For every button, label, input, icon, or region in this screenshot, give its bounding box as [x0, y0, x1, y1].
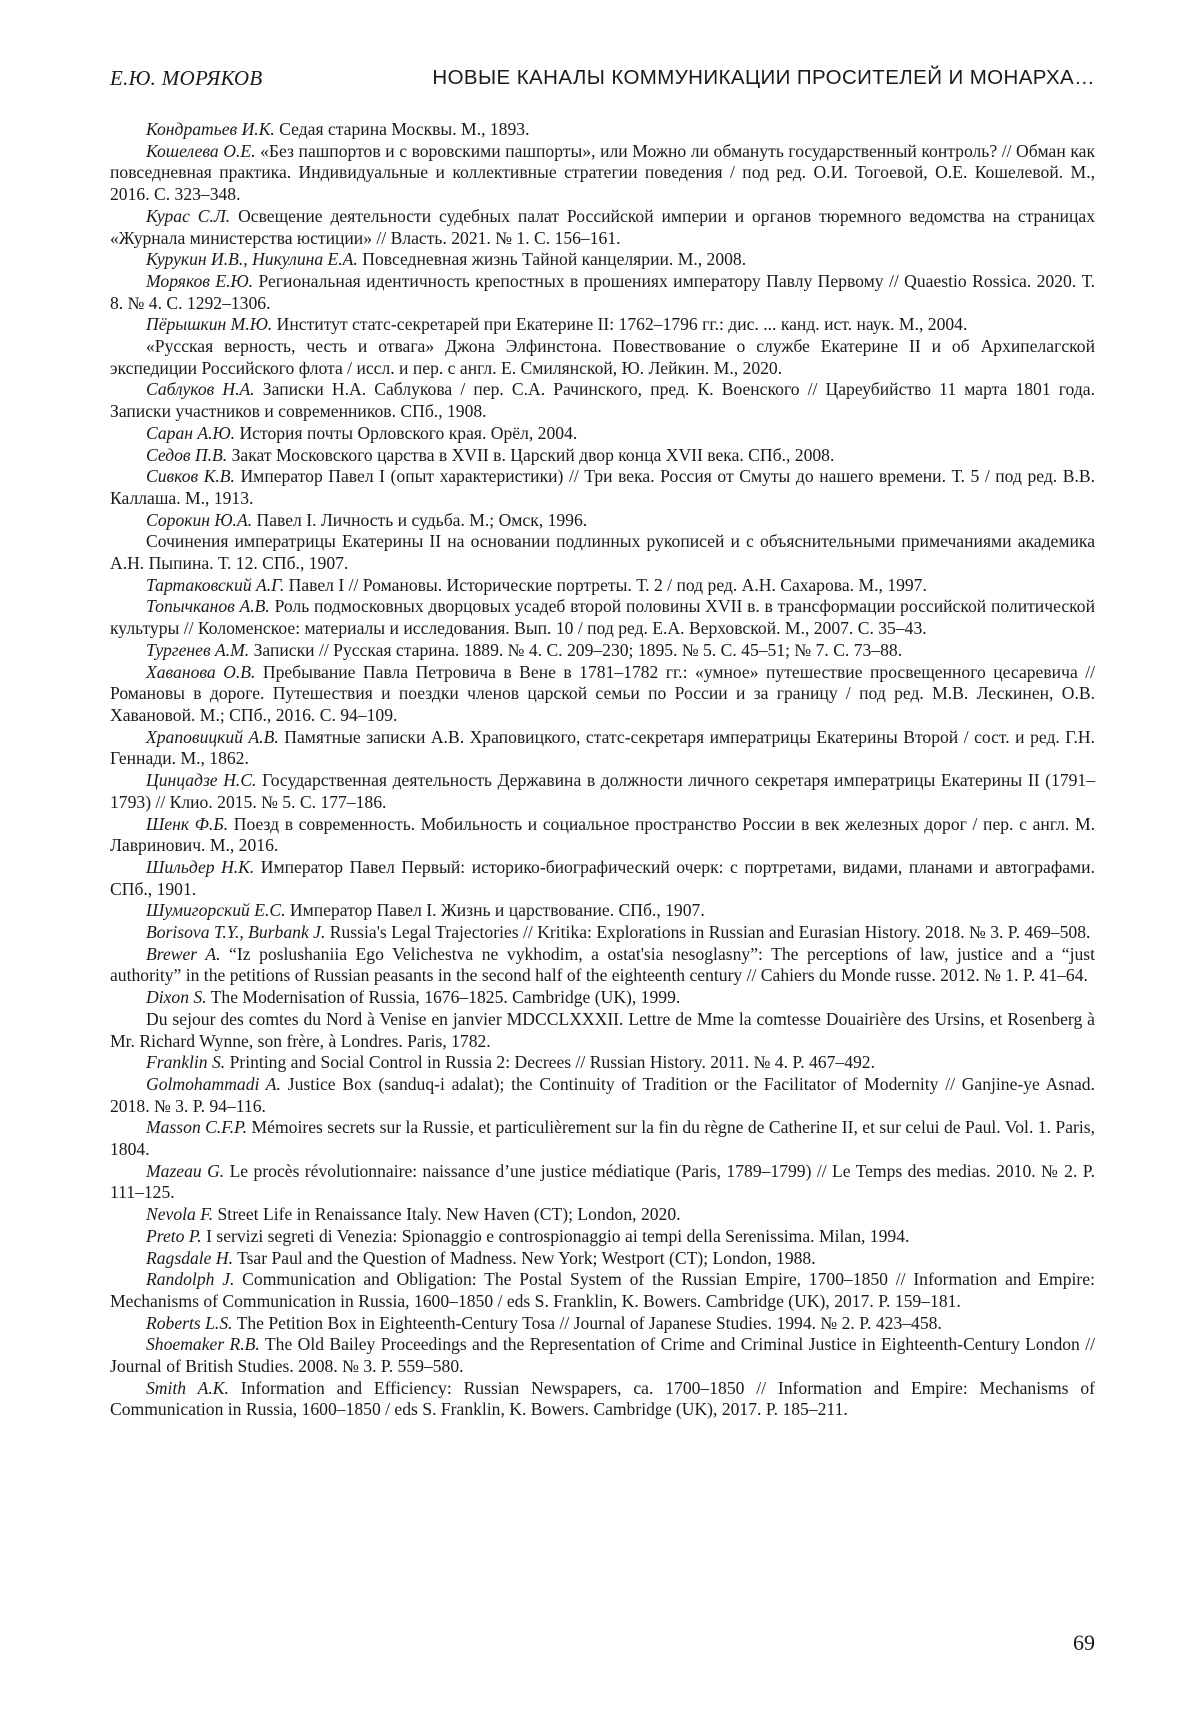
reference-text: Региональная идентичность крепостных в прошениях императору Павлу Первому // Quaestio Rossica. 2020. Т. 8. № 4. С. 1292–1306.: [110, 271, 1095, 313]
reference-text: Communication and Obligation: The Postal System of the Russian Empire, 1700–1850 // Information and Empire: Mechanisms of Communication in Russia, 1600–1850 / eds S. Franklin, K. Bowers. Cambridge (UK), 2017. P. 159–181.: [110, 1269, 1095, 1311]
reference-entry: [110, 944, 1095, 987]
reference-text: История почты Орловского края. Орёл, 2004.: [235, 423, 577, 443]
reference-entry: [110, 640, 1095, 662]
reference-text: Justice Box (sanduq-i adalat); the Continuity of Tradition or the Facilitator of Modernity // Ganjine-ye Asnad. 2018. № 3. P. 94–116.: [110, 1074, 1095, 1116]
reference-author: Borisova T.Y., Burbank J.: [146, 922, 325, 942]
reference-text: Император Павел Первый: историко-биографический очерк: с портретами, видами, планами и автографами. СПб., 1901.: [110, 857, 1095, 899]
reference-entry: [110, 510, 1095, 532]
reference-text: Записки Н.А. Саблукова / пер. С.А. Рачинского, пред. К. Военского // Цареубийство 11 марта 1801 года. Записки участников и современников. СПб., 1908.: [110, 379, 1095, 421]
reference-author: Кошелева О.Е.: [146, 141, 256, 161]
reference-author: Nevola F.: [146, 1204, 213, 1224]
reference-text: Институт статс-секретарей при Екатерине II: 1762–1796 гг.: дис. ... канд. ист. наук. М., 2004.: [272, 314, 967, 334]
reference-entry: [110, 1313, 1095, 1335]
reference-entry: [110, 596, 1095, 639]
reference-entry: [110, 249, 1095, 271]
reference-author: Кондратьев И.К.: [146, 119, 275, 139]
reference-author: Храповицкий А.В.: [146, 727, 279, 747]
reference-text: Сочинения императрицы Екатерины II на основании подлинных рукописей и с объяснительными примечаниями академика А.Н. Пыпина. Т. 12. СПб., 1907.: [110, 531, 1095, 573]
reference-entry: [110, 271, 1095, 314]
reference-author: Ragsdale H.: [146, 1248, 233, 1268]
reference-entry: [110, 206, 1095, 249]
reference-entry: [110, 662, 1095, 727]
reference-author: Саран А.Ю.: [146, 423, 235, 443]
reference-entry: [110, 1334, 1095, 1377]
reference-text: I servizi segreti di Venezia: Spionaggio e controspionaggio ai tempi della Serenissima. Milan, 1994.: [202, 1226, 910, 1246]
reference-text: Le procès révolutionnaire: naissance d’une justice médiatique (Paris, 1789–1799) // Le Temps des medias. 2010. № 2. P. 111–125.: [110, 1161, 1095, 1203]
reference-entry: [110, 900, 1095, 922]
reference-text: Павел I // Романовы. Исторические портреты. Т. 2 / под ред. А.Н. Сахарова. М., 1997.: [284, 575, 927, 595]
reference-entry: [110, 770, 1095, 813]
reference-text: Записки // Русская старина. 1889. № 4. С. 209–230; 1895. № 5. С. 45–51; № 7. С. 73–88.: [249, 640, 902, 660]
reference-entry: [110, 1378, 1095, 1421]
reference-entry: [110, 1117, 1095, 1160]
reference-entry: [110, 987, 1095, 1009]
reference-text: The Old Bailey Proceedings and the Representation of Crime and Criminal Justice in Eighteenth-Century London // Journal of British Studies. 2008. № 3. P. 559–580.: [110, 1334, 1095, 1376]
reference-author: Сивков К.В.: [146, 466, 235, 486]
reference-author: Сорокин Ю.А.: [146, 510, 252, 530]
reference-text: Повседневная жизнь Тайной канцелярии. М., 2008.: [358, 249, 746, 269]
reference-text: Tsar Paul and the Question of Madness. New York; Westport (CT); London, 1988.: [233, 1248, 816, 1268]
reference-text: Printing and Social Control in Russia 2: Decrees // Russian History. 2011. № 4. P. 467–492.: [225, 1052, 875, 1072]
reference-author: Brewer A.: [146, 944, 221, 964]
reference-entry: [110, 466, 1095, 509]
reference-text: Седая старина Москвы. М., 1893.: [275, 119, 530, 139]
reference-entry: [110, 531, 1095, 574]
reference-text: Император Павел I. Жизнь и царствование. СПб., 1907.: [286, 900, 705, 920]
reference-entry: [110, 922, 1095, 944]
reference-text: Street Life in Renaissance Italy. New Haven (CT); London, 2020.: [213, 1204, 680, 1224]
reference-text: Пребывание Павла Петровича в Вене в 1781–1782 гг.: «умное» путешествие просвещенного цесаревича // Романовы в дороге. Путешествия и поездки членов царской семьи по России и за границу / под ред. М.В. Лескинен, О.В. Хавановой. М.; СПб., 2016. С. 94–109.: [110, 662, 1095, 725]
reference-author: Курукин И.В., Никулина Е.А.: [146, 249, 358, 269]
reference-text: Закат Московского царства в XVII в. Царский двор конца XVII века. СПб., 2008.: [227, 445, 834, 465]
reference-author: Саблуков Н.А.: [146, 379, 255, 399]
reference-entry: [110, 379, 1095, 422]
reference-entry: [110, 1204, 1095, 1226]
reference-author: Mazeau G.: [146, 1161, 224, 1181]
reference-author: Пёрышкин М.Ю.: [146, 314, 272, 334]
reference-author: Shoemaker R.B.: [146, 1334, 260, 1354]
reference-author: Седов П.В.: [146, 445, 227, 465]
reference-entry: [110, 1009, 1095, 1052]
reference-text: Du sejour des comtes du Nord à Venise en janvier MDCCLXXXII. Lettre de Mme la comtesse Douairière des Ursins, et Rosenberg à Mr. Richard Wynne, son frère, à Londres. Paris, 1782.: [110, 1009, 1095, 1051]
reference-text: «Без пашпортов и с воровскими пашпорты», или Можно ли обмануть государственный контроль? // Обман как повседневная практика. Индивидуальные и коллективные стратегии поведения / под ред. О.И. Тогоевой, О.Е. Кошелевой. М., 2016. С. 323–348.: [110, 141, 1095, 204]
reference-author: Хаванова О.В.: [146, 662, 255, 682]
reference-author: Тартаковский А.Г.: [146, 575, 284, 595]
reference-entry: [110, 1248, 1095, 1270]
reference-entry: [110, 814, 1095, 857]
reference-text: Государственная деятельность Державина в должности личного секретаря императрицы Екатерины II (1791–1793) // Клио. 2015. № 5. С. 177–186.: [110, 770, 1095, 812]
reference-text: Поезд в современность. Мобильность и социальное пространство России в век железных дорог / пер. с англ. М. Лавринович. М., 2016.: [110, 814, 1095, 856]
reference-author: Шумигорский Е.С.: [146, 900, 286, 920]
reference-author: Golmohammadi A.: [146, 1074, 281, 1094]
reference-entry: [110, 1074, 1095, 1117]
reference-author: Моряков Е.Ю.: [146, 271, 253, 291]
reference-text: Павел I. Личность и судьба. М.; Омск, 1996.: [252, 510, 587, 530]
header-title: НОВЫЕ КАНАЛЫ КОММУНИКАЦИИ ПРОСИТЕЛЕЙ И МОНАРХА…: [432, 66, 1095, 90]
reference-author: Шильдер Н.К.: [146, 857, 254, 877]
reference-text: “Iz poslushaniia Ego Velichestva ne vykhodim, a ostat'sia nesoglasny”: The perceptions of law, justice and a “just authority” in the petitions of Russian peasants in the second half of the eighteenth century // Cahiers du Monde russe. 2012. № 1. P. 41–64.: [110, 944, 1095, 986]
reference-author: Randolph J.: [146, 1269, 234, 1289]
reference-entry: [110, 1226, 1095, 1248]
reference-author: Тургенев А.М.: [146, 640, 249, 660]
reference-text: The Modernisation of Russia, 1676–1825. Cambridge (UK), 1999.: [207, 987, 681, 1007]
reference-text: Mémoires secrets sur la Russie, et particulièrement sur la fin du règne de Catherine II, et sur celui de Paul. Vol. 1. Paris, 1804.: [110, 1117, 1095, 1159]
reference-author: Dixon S.: [146, 987, 207, 1007]
reference-text: Памятные записки А.В. Храповицкого, статс-секретаря императрицы Екатерины Второй / сост. и ред. Г.Н. Геннади. М., 1862.: [110, 727, 1095, 769]
reference-entry: [110, 857, 1095, 900]
reference-author: Roberts L.S.: [146, 1313, 233, 1333]
reference-entry: [110, 445, 1095, 467]
reference-entry: [110, 336, 1095, 379]
reference-author: Цинцадзе Н.С.: [146, 770, 256, 790]
reference-entry: [110, 1052, 1095, 1074]
reference-entry: [110, 1161, 1095, 1204]
reference-entry: [110, 423, 1095, 445]
reference-text: The Petition Box in Eighteenth-Century Tosa // Journal of Japanese Studies. 1994. № 2. P. 423–458.: [233, 1313, 942, 1333]
reference-author: Smith A.K.: [146, 1378, 229, 1398]
reference-author: Шенк Ф.Б.: [146, 814, 228, 834]
reference-entry: [110, 314, 1095, 336]
reference-entry: [110, 141, 1095, 206]
reference-text: Император Павел I (опыт характеристики) // Три века. Россия от Смуты до нашего времени. Т. 5 / под ред. В.В. Каллаша. М., 1913.: [110, 466, 1095, 508]
running-header: [110, 66, 1095, 96]
reference-text: Освещение деятельности судебных палат Российской империи и органов тюремного ведомства на страницах «Журнала министерства юстиции» // Власть. 2021. № 1. С. 156–161.: [110, 206, 1095, 248]
reference-author: Курас С.Л.: [146, 206, 230, 226]
reference-author: Preto P.: [146, 1226, 202, 1246]
reference-entry: [110, 119, 1095, 141]
reference-entry: [110, 727, 1095, 770]
reference-text: «Русская верность, честь и отвага» Джона Элфинстона. Повествование о службе Екатерине II и об Архипелагской экспедиции Российского флота / иссл. и пер. с англ. Е. Смилянской, Ю. Лейкин. М., 2020.: [110, 336, 1095, 378]
reference-author: Топычканов А.В.: [146, 596, 270, 616]
reference-author: Masson C.F.P.: [146, 1117, 247, 1137]
reference-text: Russia's Legal Trajectories // Kritika: Explorations in Russian and Eurasian History. 2018. № 3. P. 469–508.: [325, 922, 1090, 942]
reference-entry: [110, 1269, 1095, 1312]
reference-list: [110, 119, 1095, 1421]
reference-entry: [110, 575, 1095, 597]
reference-text: Information and Efficiency: Russian Newspapers, ca. 1700–1850 // Information and Empire: Mechanisms of Communication in Russia, 1600–1850 / eds S. Franklin, K. Bowers. Cambridge (UK), 2017. P. 185–211.: [110, 1378, 1095, 1420]
header-author: Е.Ю. МОРЯКОВ: [110, 66, 262, 91]
reference-text: Роль подмосковных дворцовых усадеб второй половины XVII в. в трансформации российской политической культуры // Коломенское: материалы и исследования. Вып. 10 / под ред. Е.А. Верховской. М., 2007. С. 35–43.: [110, 596, 1095, 638]
page-number: 69: [1073, 1630, 1095, 1656]
reference-author: Franklin S.: [146, 1052, 225, 1072]
